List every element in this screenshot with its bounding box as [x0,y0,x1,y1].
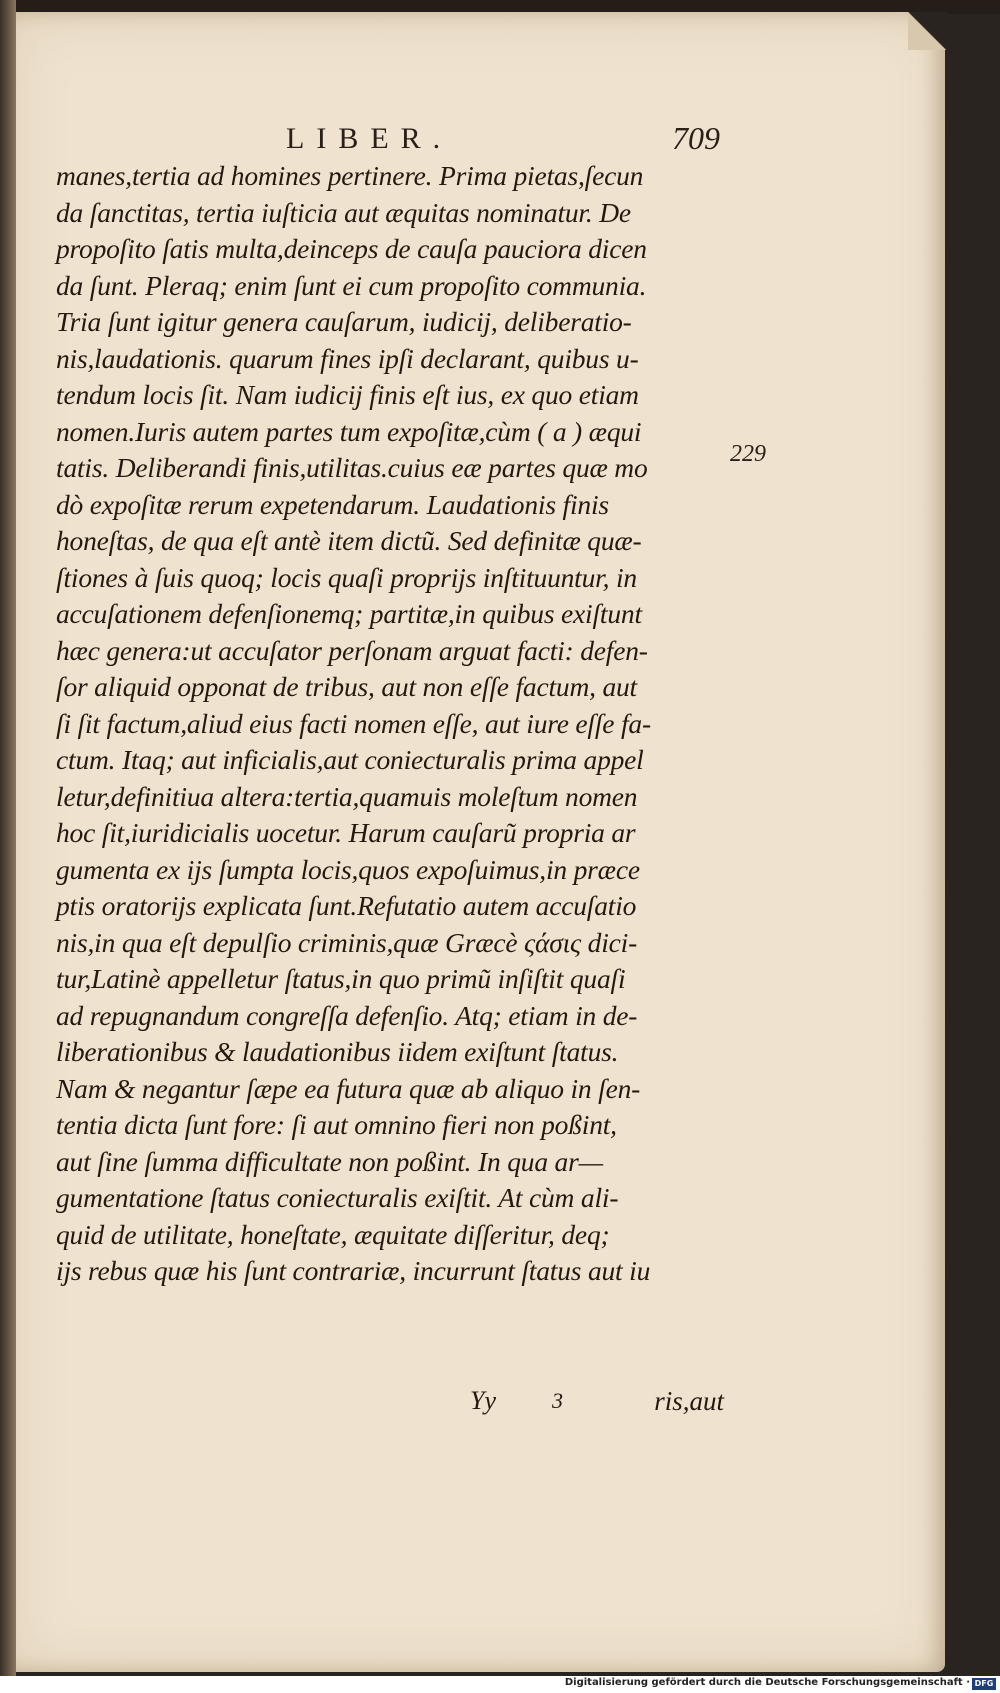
text-line: honeſtas, de qua eſt antè item dictũ. Sed definitæ quæ- [56,525,642,556]
text-line: nis,in qua eſt depulſio criminis,quæ Græcè ςάσις dici- [56,926,638,958]
text-line: gumentatione ſtatus coniecturalis exiſtit. At cùm ali- [56,1182,619,1213]
page-footer [470,1386,724,1422]
text-line: tendum locis ſit. Nam iudicij finis eſt ius, ex quo etiam [56,379,639,410]
text-line: ptis oratorijs explicata ſunt.Refutatio autem accuſatio [56,890,637,921]
text-line: tur,Latinè appelletur ſtatus,in quo primũ inſiſtit quaſi [56,963,626,994]
text-line: quid de utilitate, honeſtate, æquitate diſſeritur, deq; [56,1218,610,1250]
digitization-credit: Digitalisierung gefördert durch die Deutsche Forschungsgemeinschaft · [564,1677,970,1688]
running-head-title: LIBER. [286,122,453,155]
page-number: 709 [672,120,720,156]
body-text [56,158,724,1290]
text-line: tentia dicta ſunt fore: ſi aut omnino fieri non poßint, [56,1109,617,1140]
page-corner-fold [908,12,948,50]
text-line: dò expoſitæ rerum expetendarum. Laudationis finis [56,488,609,520]
running-head [60,120,720,160]
text-line: ſor aliquid opponat de tribus, aut non eſſe factum, aut [56,671,637,702]
text-line: da ſanctitas, tertia iuſticia aut æquitas nominatur. De [56,196,631,228]
text-line: Tria ſunt igitur genera cauſarum, iudicij, deliberatio- [56,306,632,337]
margin-note: 229 [730,441,766,467]
text-line: liberationibus & laudationibus iidem exiſtunt ſtatus. [56,1036,619,1067]
signature-number: 3 [552,1388,563,1413]
text-line: aut ſine ſumma difficultate non poßint. In qua ar— [56,1145,603,1177]
signature-mark: Yy [470,1386,496,1415]
text-line: ijs rebus quæ his ſunt contrariæ, incurrunt ſtatus aut iu [56,1255,651,1286]
text-line: ctum. Itaq; aut inficialis,aut coniecturalis prima appel [56,744,644,775]
credit-bar [0,1676,1000,1693]
catchword: ris,aut [654,1386,724,1416]
text-line: propoſito ſatis multa,deinceps de cauſa pauciora dicen [56,233,647,264]
text-line: hoc ſit,iuridicialis uocetur. Harum cauſarũ propria ar [56,817,636,848]
text-line: nis,laudationis. quarum fines ipſi declarant, quibus u- [56,342,639,374]
book-spine-edge [0,0,16,1693]
text-line: manes,tertia ad homines pertinere. Prima pietas,ſecun [56,160,644,191]
text-line: gumenta ex ijs ſumpta locis,quos expoſuimus,in præce [56,853,640,885]
text-line: ſi ſit factum,aliud eius facti nomen eſſe, aut iure eſſe fa- [56,707,651,739]
text-line: nomen.Iuris autem partes tum expoſitæ,cùm ( a ) æqui [56,415,642,447]
text-line: ſtiones à ſuis quoq; locis quaſi proprijs inſtituuntur, in [56,561,637,593]
text-line: hæc genera:ut accuſator perſonam arguat facti: defen- [56,634,648,666]
text-line: letur,definitiua altera:tertia,quamuis moleſtum nomen [56,780,638,812]
text-line: tatis. Deliberandi finis,utilitas.cuius eæ partes quæ mo [56,452,648,483]
text-line: ad repugnandum congreſſa defenſio. Atq; etiam in de- [56,999,638,1031]
text-line: Nam & negantur ſæpe ea futura quæ ab aliquo in ſen- [56,1072,641,1104]
text-line: accuſationem defenſionemq; partitæ,in quibus exiſtunt [56,598,642,629]
text-line: da ſunt. Pleraq; enim ſunt ei cum propoſito communia. [56,269,647,301]
dfg-logo: DFG [972,1678,996,1690]
